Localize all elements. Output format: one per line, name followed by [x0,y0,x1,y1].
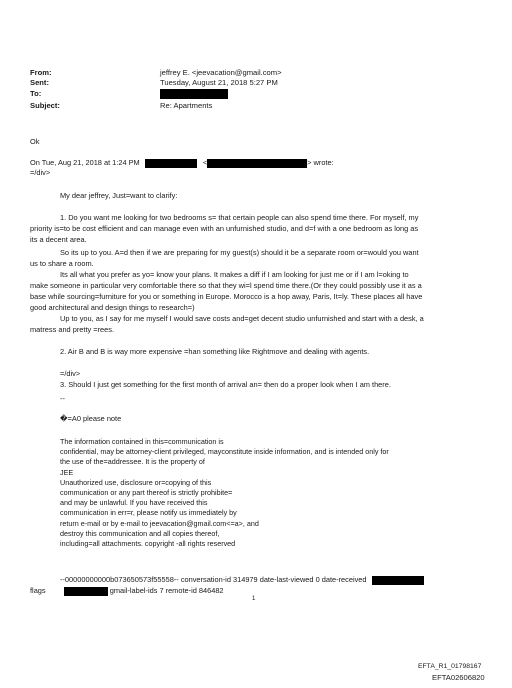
disclaimer-line: Unauthorized use, disclosure or=copying of this [60,477,212,487]
redaction-box [160,89,228,99]
sent-label: Sent: [30,78,49,87]
to-value-redacted [160,89,228,99]
p6: 3. Should I just get something for the first month of arrival an= then do a proper look when I am there. [60,380,391,389]
disclaimer-line: The information contained in this=communication is [60,437,224,446]
p3-line3: base while sourcing=furniture for you or something in Europe. Morocco is a hop away, Paris, It=ly. These places all have [30,292,423,301]
greeting: My dear jeffrey, Just=want to clarify: [60,191,178,200]
to-label: To: [30,89,42,98]
disclaimer-line: including=all attachments. copyright -all rights reserved [60,539,236,549]
disclaimer-line: communication in err=r, please notify us immediately by [60,508,237,518]
subject-label: Subject: [30,101,60,110]
footer-id-1: EFTA_R1_01798167 [418,663,482,670]
note-line: �=A0 please note [60,414,122,423]
sent-value: Tuesday, August 21, 2018 5:27 PM [160,78,278,87]
from-value: jeffrey E. <jeevacation@gmail.com> [160,68,282,77]
flags-label: flags [30,586,46,595]
div-close-2: =/div> [60,369,81,378]
disclaimer-line: destroy this communication and all copies thereof, [60,528,220,538]
meta-line2 [30,586,224,596]
p3-line4: good architectural and design things to research=) [30,303,195,312]
p2-line1: So its up to you. A=d then if we are preparing for my guest(s) should it be a separate room or=would you want [60,248,419,257]
disclaimer-block [60,437,460,549]
p3-line2: make someone in particular very comfortable there so that they wi=l spend time there.(Or they could possibly use it as a [30,281,422,290]
ok-line: Ok [30,137,40,146]
p3-line1: Its all what you prefer as yo= know your plans. It makes a diff if I am looking for just me or if I am l=oking to [60,270,409,279]
div-close-1: =/div> [30,168,51,177]
redaction-box [207,159,307,168]
quote-suffix: > wrote: [307,158,334,167]
p1-line3: its a decent area. [30,235,87,244]
redaction-box [64,587,108,596]
quote-prefix: On Tue, Aug 21, 2018 at 1:24 PM [30,158,140,167]
p4-line2: matress and pretty =rees. [30,325,115,334]
quote-line [30,158,334,168]
p4-line1: Up to you, as I say for me myself I would save costs and=get decent studio unfurnished and start with a desk, a [60,314,424,323]
disclaimer-line: return e-mail or by e-mail to jeevacation@gmail.com<=a>, and [60,518,259,528]
p5: 2. Air B and B is way more expensive =han something like Rightmove and dealing with agents. [60,347,370,356]
redaction-box [372,576,424,585]
from-label: From: [30,68,52,77]
redaction-box [145,159,197,168]
p2-line2: us to share a room. [30,259,94,268]
footer-id-2: EFTA02606820 [432,673,485,682]
p1-line1: 1. Do you want me looking for two bedrooms s= that certain people can also spend time there. For myself, my [60,213,419,222]
disclaimer-line: JEE [60,467,74,477]
page-number: 1 [252,596,256,602]
meta-line1 [60,575,424,585]
disclaimer-line: and may be unlawful. If you have received this [60,498,208,508]
meta-line2-text: gmail-label-ids 7 remote-id 846482 [109,586,224,595]
subject-value: Re: Apartments [160,101,213,110]
disclaimer-line: confidential, may be attorney-client privileged, mayconstitute inside information, and is intended only for [60,447,389,457]
dashes: -- [60,394,65,403]
disclaimer-line: the use of the=addressee. It is the property of [60,457,205,467]
meta-line1-text: --00000000000b073650573f55558-- conversation-id 314979 date-last-viewed 0 date-received [60,575,367,584]
p1-line2: priority is=to be cost efficient and can manage even with an unfurnished studio, and d=f with a one bedroom as long as [30,224,419,233]
disclaimer-line: communication or any part thereof is strictly prohibite= [60,488,233,498]
quote-lt: < [202,158,208,167]
